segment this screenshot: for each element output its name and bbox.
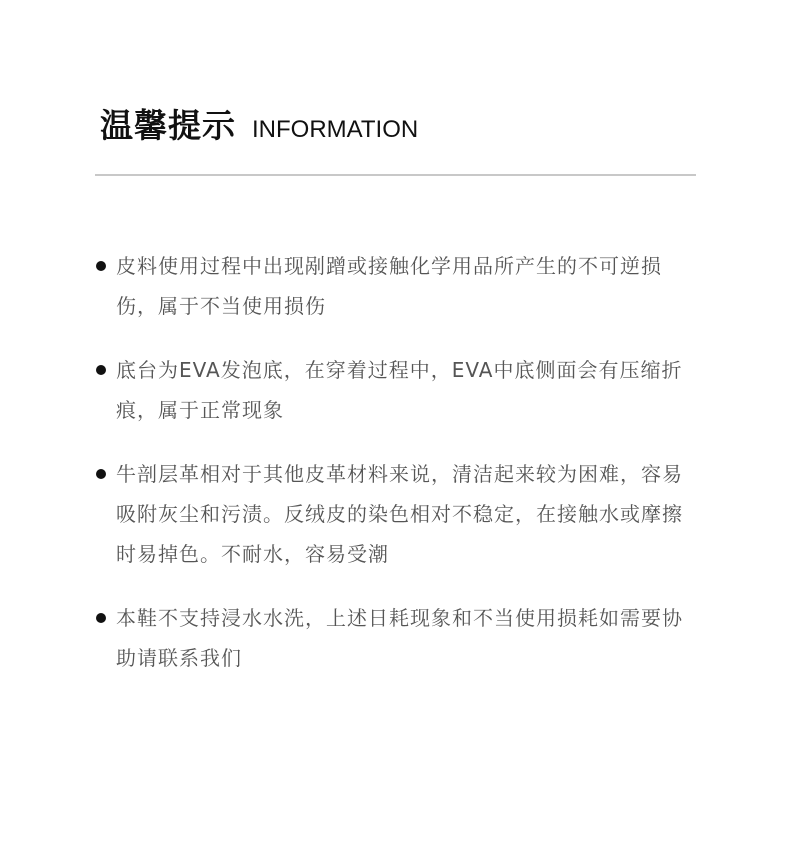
bullet-dot-icon	[96, 261, 106, 271]
note-item	[96, 350, 696, 430]
note-item	[96, 246, 696, 326]
note-item	[96, 454, 696, 574]
bullet-dot-icon	[96, 365, 106, 375]
title-english: INFORMATION	[252, 116, 419, 143]
section-header	[100, 100, 418, 150]
note-text: 本鞋不支持浸水水洗，上述日耗现象和不当使用损耗如需要协助请联系我们	[116, 606, 683, 670]
notes-list	[96, 246, 696, 702]
bullet-dot-icon	[96, 469, 106, 479]
note-text: 底台为EVA发泡底，在穿着过程中，EVA中底侧面会有压缩折痕，属于正常现象	[116, 358, 683, 422]
note-text: 皮料使用过程中出现剐蹭或接触化学用品所产生的不可逆损伤，属于不当使用损伤	[116, 254, 662, 318]
note-item	[96, 598, 696, 678]
bullet-dot-icon	[96, 613, 106, 623]
header-divider	[95, 174, 696, 176]
title-chinese: 温馨提示	[100, 106, 236, 145]
note-text: 牛剖层革相对于其他皮革材料来说，清洁起来较为困难，容易吸附灰尘和污渍。反绒皮的染色相对不稳定，在接触水或摩擦时易掉色。不耐水，容易受潮	[116, 462, 683, 566]
